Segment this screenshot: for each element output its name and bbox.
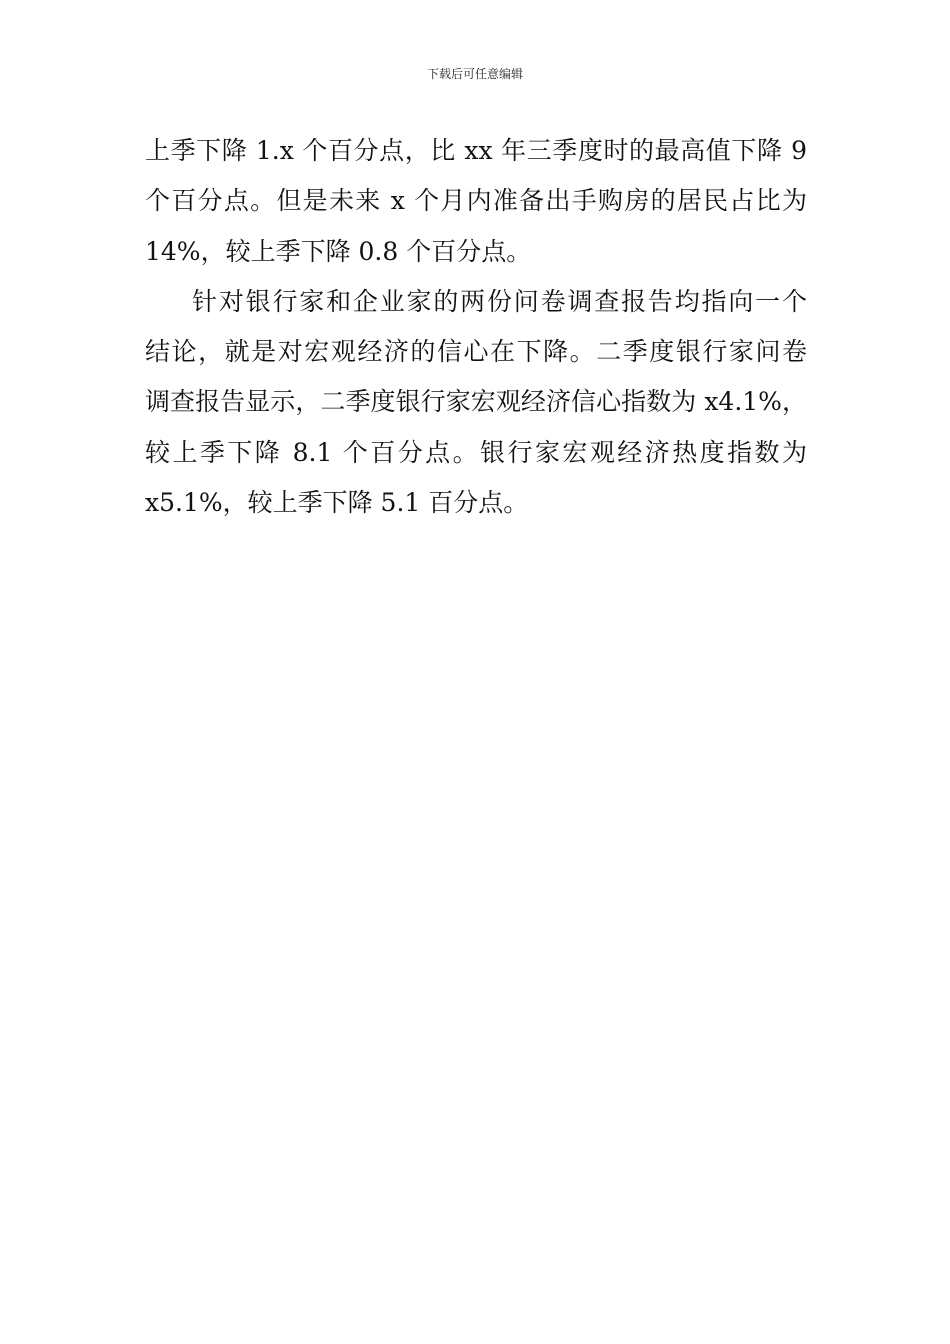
paragraph-line: 结论，就是对宏观经济的信心在下降。二季度银行家问卷 [145,337,807,367]
paragraph-line: 较上季下降 8.1 个百分点。银行家宏观经济热度指数为 [145,437,807,467]
paragraph-line: 14%，较上季下降 0.8 个百分点。 [145,236,532,266]
paragraph-1 [145,132,807,271]
paragraph-line: 针对银行家和企业家的两份问卷调查报告均指向一个 [192,286,807,316]
paragraph-line: x5.1%，较上季下降 5.1 百分点。 [145,488,529,518]
paragraph-line: 上季下降 1.x 个百分点，比 xx 年三季度时的最高值下降 9 [145,136,807,165]
paragraph-2 [145,283,807,522]
paragraph-line: 个百分点。但是未来 x 个月内准备出手购房的居民占比为 [145,186,807,216]
paragraph-line: 调查报告显示，二季度银行家宏观经济信心指数为 x4.1%， [145,387,807,417]
document-body [145,132,807,534]
page-header: 下载后可任意编辑 [426,67,523,81]
